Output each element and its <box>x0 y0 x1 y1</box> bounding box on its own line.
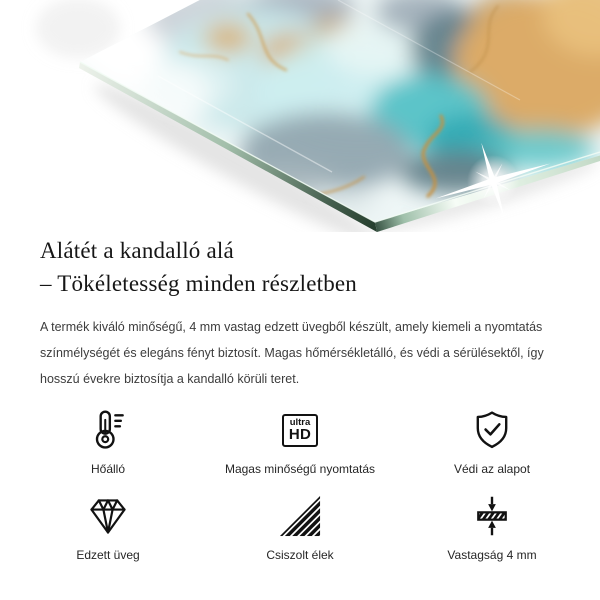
feature-tempered-glass <box>12 494 204 562</box>
feature-thickness <box>396 494 588 562</box>
feature-label: Védi az alapot <box>453 462 531 476</box>
ultra-hd-label-top: ultra <box>289 417 311 428</box>
page-title-line2: – Tökéletesség minden részletben <box>40 271 358 296</box>
feature-label: Vastagság 4 mm <box>447 548 537 562</box>
feature-grid <box>12 408 588 562</box>
thermometer-icon <box>86 408 130 452</box>
product-description <box>40 314 560 392</box>
feature-label: Hőálló <box>90 462 126 476</box>
diamond-icon <box>86 494 130 538</box>
feature-polished-edges <box>204 494 396 562</box>
feature-label: Csiszolt élek <box>266 548 334 562</box>
thickness-compress-icon <box>470 494 514 538</box>
page-title <box>40 234 560 300</box>
product-description-section <box>0 234 600 392</box>
shield-check-icon <box>470 408 514 452</box>
feature-label: Magas minőségű nyomtatás <box>224 462 376 476</box>
description-line: A termék kiváló minőségű, 4 mm vastag edzett üvegből készült, amely kiemeli a nyomtatás <box>40 320 543 334</box>
feature-heat-resistant <box>12 408 204 476</box>
description-line: színmélységét és elegáns fényt biztosít. Magas hőmérsékletálló, és védi a sérülésektől, így <box>40 346 544 360</box>
feature-print-quality <box>204 408 396 476</box>
ultra-hd-label-bottom: HD <box>288 426 312 443</box>
polished-edges-icon <box>278 494 322 538</box>
description-line: hosszú évekre biztosítja a kandalló körüli teret. <box>40 372 300 386</box>
ultra-hd-icon <box>278 408 322 452</box>
product-photo <box>0 0 600 232</box>
feature-label: Edzett üveg <box>76 548 140 562</box>
page-title-line1: Alátét a kandalló alá <box>40 238 234 263</box>
feature-protects-base <box>396 408 588 476</box>
